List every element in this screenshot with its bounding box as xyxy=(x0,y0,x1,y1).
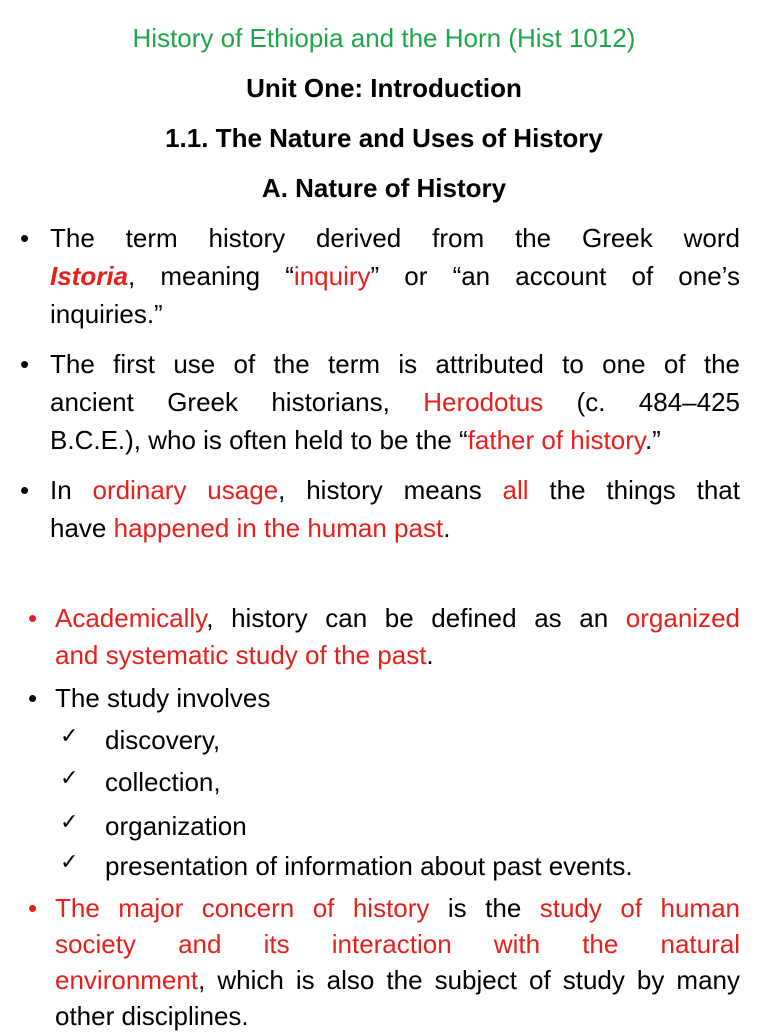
bullet-line: inquiries.” xyxy=(50,299,163,329)
check-item xyxy=(60,762,221,802)
bullet-line xyxy=(50,383,740,421)
term-istoria: Istoria xyxy=(50,261,129,291)
term-all: all xyxy=(502,475,529,505)
bullet-text: The study involves xyxy=(55,683,271,713)
bullet-dot-icon: • xyxy=(28,683,38,713)
unit-heading: Unit One: Introduction xyxy=(246,73,522,103)
bullet-line: The first use of the term is attributed to one of the xyxy=(50,349,740,379)
bullet-study-involves xyxy=(28,680,740,717)
term-major-concern: The major concern of history xyxy=(55,893,430,923)
term-herodotus: Herodotus xyxy=(423,387,544,417)
checkmark-icon: ✓ xyxy=(60,765,79,790)
bullet-greek-origin xyxy=(20,219,740,333)
text-run: have xyxy=(50,513,114,543)
bullet-major-concern xyxy=(28,890,741,1034)
text-run: , which is also the subject of study by many xyxy=(198,965,740,995)
text-run: .” xyxy=(644,425,661,455)
bullet-line xyxy=(55,890,740,926)
bullet-dot-icon: • xyxy=(20,475,30,505)
term-environment: environment xyxy=(55,965,199,995)
term-ordinary-usage: ordinary usage xyxy=(92,475,279,505)
checkmark-icon: ✓ xyxy=(60,809,79,834)
text-run: . xyxy=(426,640,434,670)
text-run: . xyxy=(443,513,451,543)
bullet-line xyxy=(55,600,740,637)
check-item xyxy=(60,720,221,760)
text-run: B.C.E.), who is often held to be the “ xyxy=(50,425,468,455)
bullet-herodotus xyxy=(20,345,740,459)
bullet-line xyxy=(55,637,740,674)
term-study-of-human: study of human xyxy=(539,893,741,923)
checkmark-icon: ✓ xyxy=(60,849,79,874)
check-text: discovery, xyxy=(105,725,221,755)
text-run: In xyxy=(50,475,93,505)
text-run: is the xyxy=(429,893,540,923)
bullet-line xyxy=(50,257,740,295)
text-run: , meaning “ xyxy=(128,261,294,291)
term-systematic-study: and systematic study of the past xyxy=(55,640,427,670)
term-organized: organized xyxy=(625,603,740,633)
term-inquiry: inquiry xyxy=(293,261,371,291)
check-item xyxy=(60,846,633,886)
text-run: ancient Greek historians, xyxy=(50,387,424,417)
check-text: collection, xyxy=(105,767,221,797)
bullet-line: society and its interaction with the natural xyxy=(55,929,740,959)
bullet-dot-icon: • xyxy=(28,893,38,923)
check-text: presentation of information about past events. xyxy=(105,851,633,881)
bullet-line xyxy=(50,421,740,459)
bullet-line xyxy=(50,509,740,547)
bullet-ordinary-usage xyxy=(20,471,740,547)
bullet-line: The term history derived from the Greek word xyxy=(50,223,740,253)
term-academically: Academically xyxy=(55,603,207,633)
bullet-dot-icon: • xyxy=(20,223,30,253)
bullet-line xyxy=(55,962,740,998)
subsection-heading: A. Nature of History xyxy=(261,173,507,203)
check-item xyxy=(60,806,247,846)
text-run: , history means xyxy=(278,475,503,505)
bullet-academic-definition xyxy=(28,600,740,674)
bullet-line: other disciplines. xyxy=(55,1001,249,1031)
checkmark-icon: ✓ xyxy=(60,723,79,748)
text-run: ” or “an account of one’s xyxy=(370,261,740,291)
bullet-dot-icon: • xyxy=(28,603,38,633)
term-father-of-history: father of history xyxy=(467,425,645,455)
text-run: the things that xyxy=(528,475,740,505)
term-human-past: happened in the human past xyxy=(113,513,444,543)
bullet-line xyxy=(50,471,740,509)
text-run: , history can be defined as an xyxy=(206,603,626,633)
check-text: organization xyxy=(105,811,247,841)
section-heading: 1.1. The Nature and Uses of History xyxy=(165,123,603,153)
bullet-dot-icon: • xyxy=(20,349,30,379)
text-run: (c. 484–425 xyxy=(543,387,740,417)
document-title: History of Ethiopia and the Horn (Hist 1012) xyxy=(132,23,636,53)
